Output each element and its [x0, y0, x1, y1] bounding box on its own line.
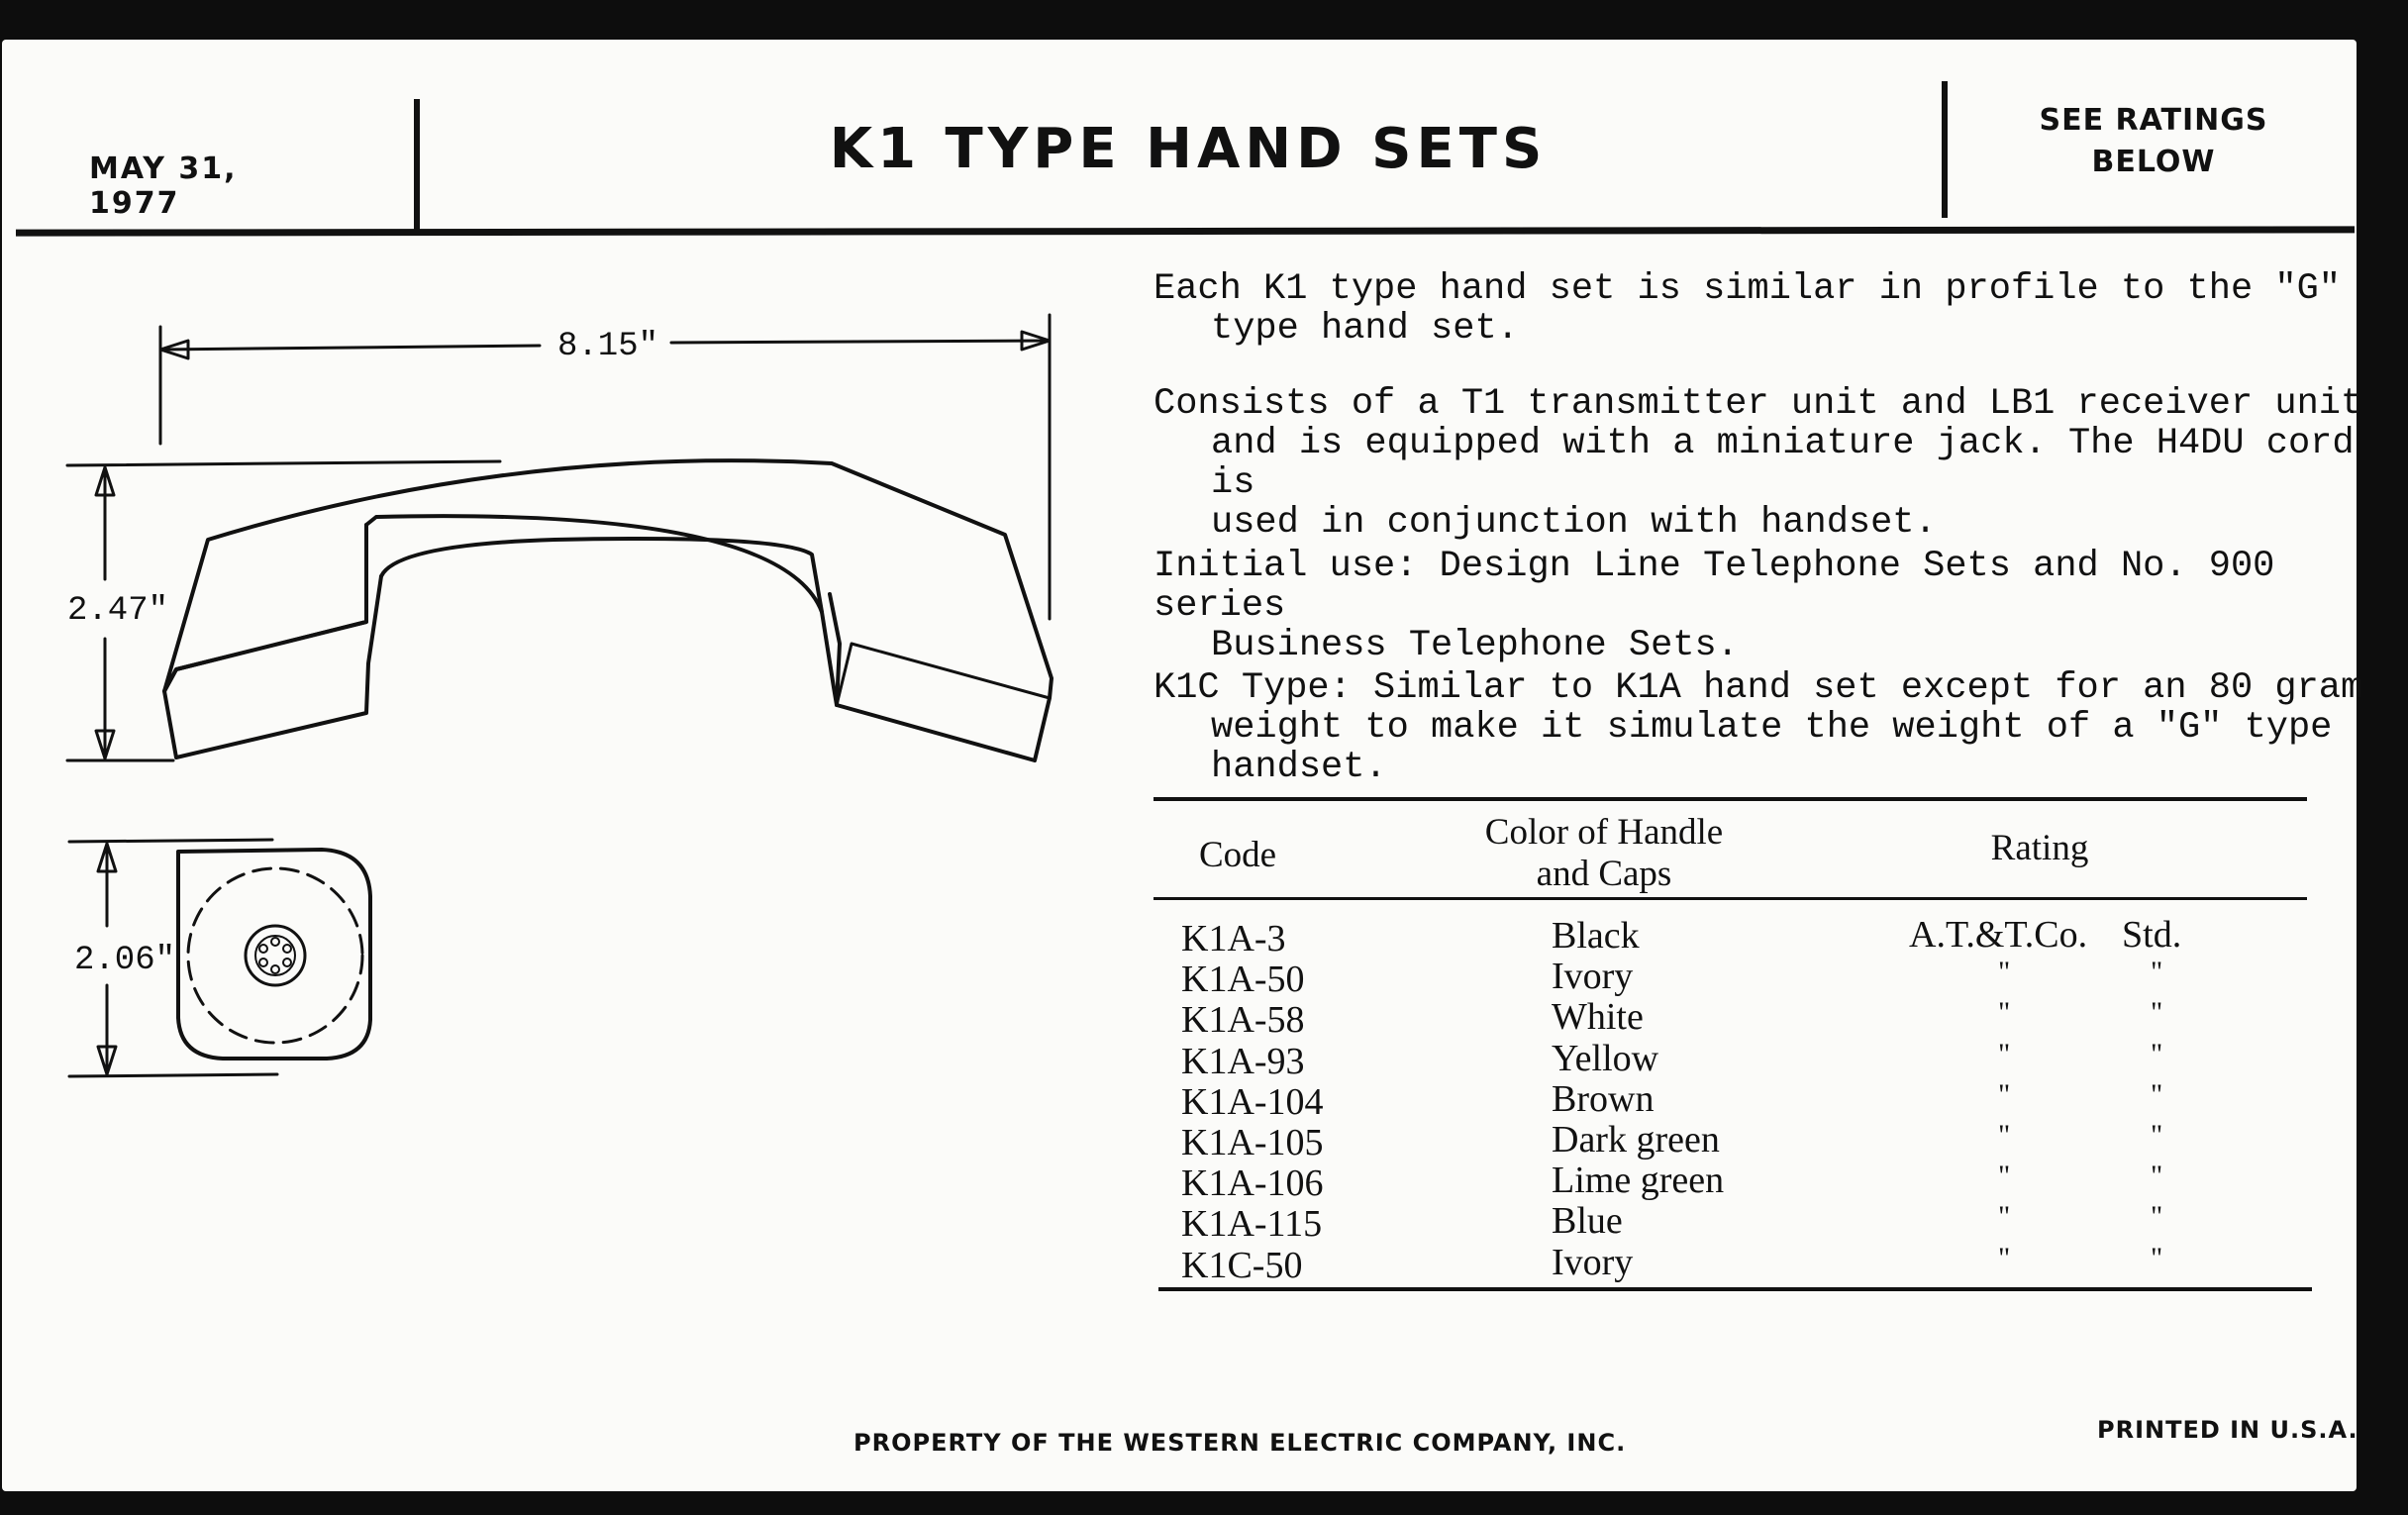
height-ext-top	[67, 461, 500, 465]
issue-date: MAY 31, 1977	[89, 152, 238, 221]
rating-ditto-std: "	[2151, 956, 2163, 989]
rating-ditto-company: "	[1998, 1119, 2011, 1152]
table-cell-color: Dark green	[1552, 1119, 1720, 1161]
rating-ditto-std: "	[2151, 1160, 2163, 1193]
table-cell-color: Brown	[1552, 1077, 1655, 1120]
table-cell-color: Yellow	[1552, 1037, 1659, 1079]
description-line: Initial use: Design Line Telephone Sets and No. 900 series	[1154, 546, 2275, 627]
width-dim-line-left	[160, 346, 540, 350]
description-line: and is equipped with a miniature jack. The H4DU cord is	[1211, 423, 2355, 504]
table-bottom-rule	[1158, 1287, 2312, 1291]
rating-ditto-std: "	[2151, 1119, 2163, 1152]
table-cell-color: Ivory	[1552, 956, 1634, 998]
table-cell-code: K1A-115	[1181, 1203, 1323, 1246]
rating-ditto-std: "	[2151, 1077, 2163, 1111]
property-notice: PROPERTY OF THE WESTERN ELECTRIC COMPANY, INC.	[853, 1429, 1627, 1457]
end-ext-bottom	[69, 1074, 277, 1076]
end-ext-top	[69, 840, 272, 842]
table-cell-code: K1A-106	[1181, 1162, 1324, 1205]
earpiece-outline	[178, 850, 370, 1059]
rating-ditto-std: "	[2151, 1200, 2163, 1234]
end-dimension-label: 2.06"	[74, 942, 176, 979]
height-dimension-label: 2.47"	[67, 592, 169, 630]
description-line: used in conjunction with handset.	[1211, 502, 1937, 544]
table-cell-color: Ivory	[1552, 1241, 1634, 1283]
table-cell-color: White	[1552, 996, 1644, 1039]
description-paragraph-2	[1154, 384, 2408, 543]
description-line: type hand set.	[1211, 308, 1519, 350]
rating-ditto-std: "	[2151, 996, 2163, 1030]
earpiece-holes	[259, 938, 291, 973]
description-line: Business Telephone Sets.	[1211, 625, 1739, 666]
table-cell-code: K1A-104	[1181, 1080, 1324, 1123]
ratings-note-line1: SEE RATINGS	[2039, 103, 2268, 138]
table-top-rule	[1154, 797, 2307, 801]
handset-receiver-face	[837, 644, 1050, 760]
column-header-code: Code	[1198, 835, 1277, 875]
column-header-color: Color of Handle and Caps	[1484, 812, 1724, 894]
table-cell-color: Blue	[1552, 1200, 1623, 1243]
printed-notice: PRINTED IN U.S.A.	[2097, 1416, 2358, 1444]
length-dimension-label: 8.15"	[557, 328, 659, 365]
rating-ditto-company: "	[1998, 1160, 2011, 1193]
ratings-note-line2: BELOW	[2091, 145, 2216, 179]
handset-outline	[164, 460, 1052, 760]
description-line: K1C Type: Similar to K1A hand set except for an 80 gram	[1154, 667, 2363, 709]
rating-first-std: Std.	[2122, 914, 2182, 956]
table-header-rule	[1154, 897, 2307, 900]
table-cell-color: Lime green	[1552, 1160, 1725, 1202]
width-dim-line-right	[671, 341, 1050, 343]
rating-ditto-std: "	[2151, 1037, 2163, 1070]
description-line: Consists of a T1 transmitter unit and LB1 receiver unit	[1154, 383, 2363, 425]
description-paragraph-1	[1154, 269, 2341, 349]
table-cell-code: K1A-50	[1181, 959, 1305, 1001]
rating-ditto-company: "	[1998, 1200, 2011, 1234]
handset-inner-curve	[381, 539, 822, 612]
description-paragraph-3	[1154, 547, 2408, 665]
handset-bottom-edge	[164, 576, 381, 758]
handset-inner-edge	[164, 525, 366, 691]
table-cell-code: K1A-58	[1181, 999, 1305, 1042]
description-paragraph-4	[1154, 668, 2408, 787]
table-cell-code: K1C-50	[1181, 1244, 1303, 1286]
rating-ditto-company: "	[1998, 996, 2011, 1030]
rating-first-company: A.T.&T.Co.	[1909, 914, 2088, 956]
rating-ditto-company: "	[1998, 1037, 2011, 1070]
rating-ditto-company: "	[1998, 1241, 2011, 1274]
page-title: K1 TYPE HAND SETS	[829, 117, 1548, 181]
table-cell-code: K1A-3	[1181, 918, 1286, 960]
table-cell-code: K1A-105	[1181, 1122, 1324, 1163]
table-cell-color: Black	[1552, 915, 1640, 957]
description-line: Each K1 type hand set is similar in profile to the "G"	[1154, 268, 2341, 310]
column-header-rating: Rating	[1990, 828, 2089, 868]
ratings-note	[1970, 100, 2337, 183]
table-cell-code: K1A-93	[1181, 1040, 1305, 1082]
earpiece-center-inner	[255, 936, 295, 975]
description-line: weight to make it simulate the weight of a "G" type handset.	[1211, 707, 2333, 788]
rating-ditto-company: "	[1998, 1077, 2011, 1111]
handset-drawing	[0, 0, 1129, 1109]
earpiece-dashed-ring	[188, 868, 362, 1043]
rating-ditto-std: "	[2151, 1241, 2163, 1274]
rating-ditto-company: "	[1998, 956, 2011, 989]
